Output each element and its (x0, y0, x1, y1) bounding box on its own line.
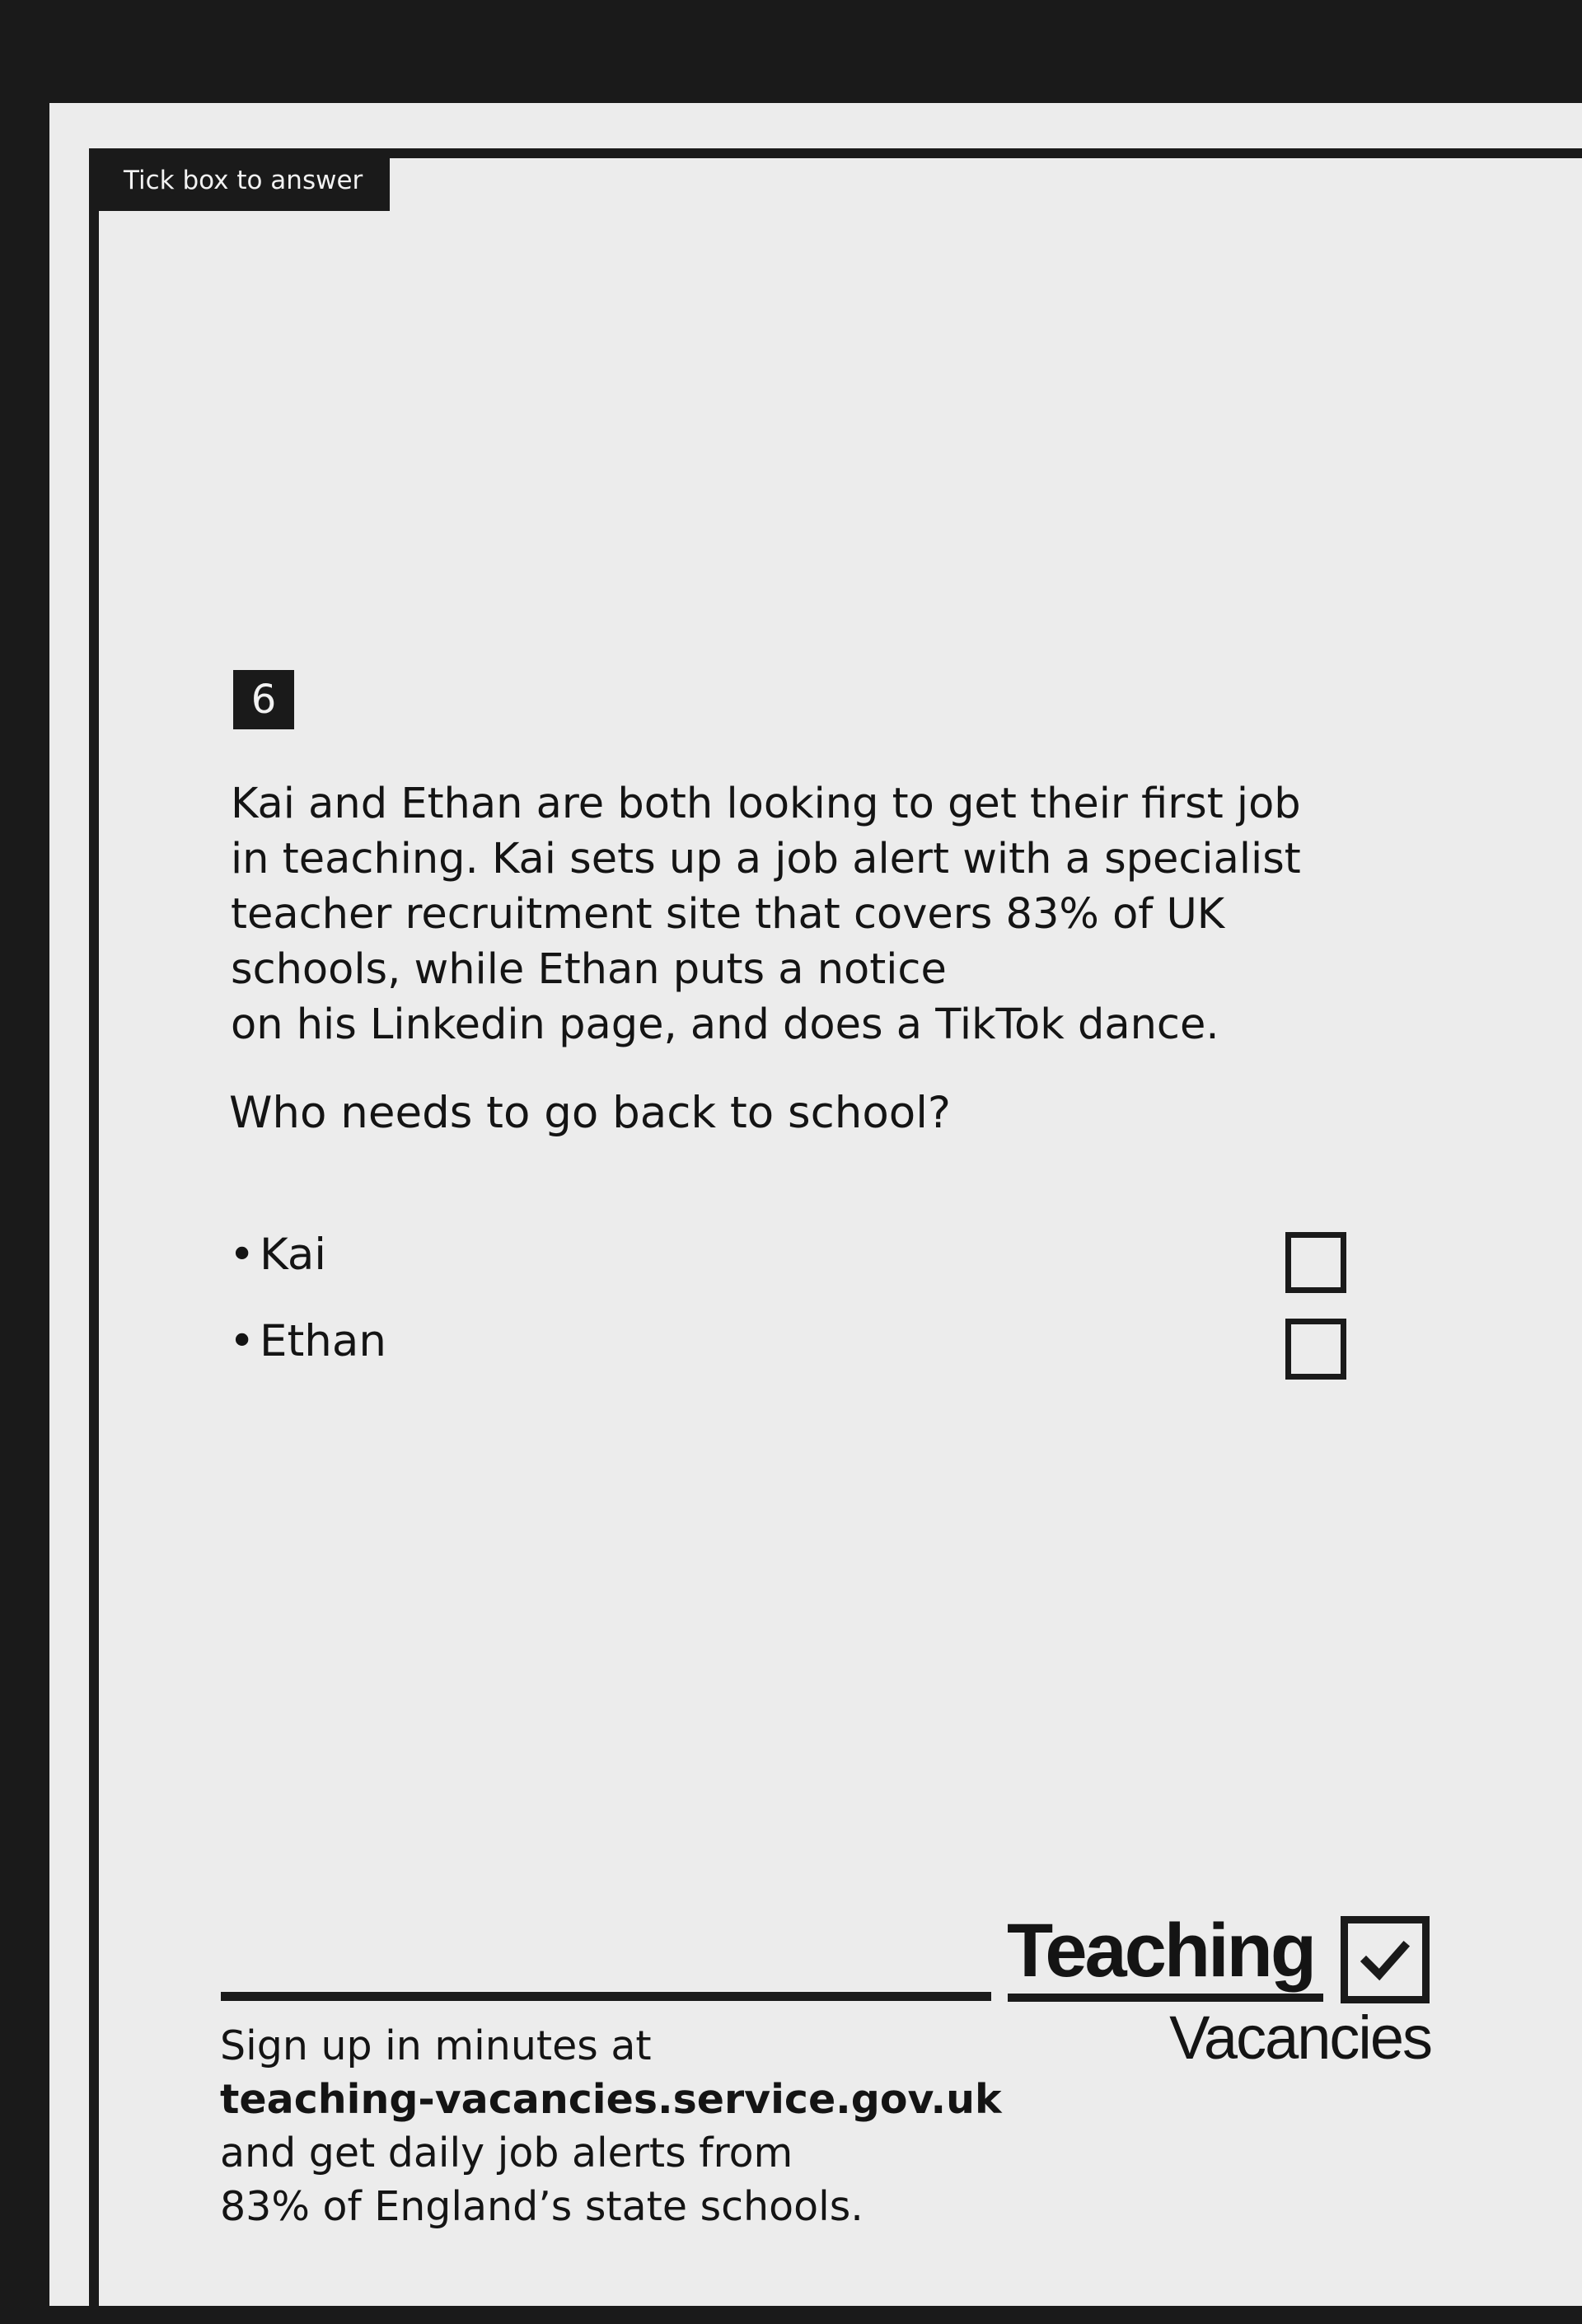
tick-box-tag: Tick box to answer (89, 150, 390, 211)
option-label: Kai (260, 1230, 327, 1280)
question-number: 6 (233, 670, 294, 729)
logo-underline (1008, 1994, 1323, 2002)
checkbox-kai[interactable] (1285, 1232, 1346, 1293)
option-ethan (229, 1313, 386, 1371)
question-prompt: Who needs to go back to school? (229, 1088, 952, 1138)
question-text (231, 776, 1368, 1052)
checkbox-tick-icon (1341, 1916, 1430, 2003)
question-line: on his Linkedin page, and does a TikTok dance. (231, 1000, 1219, 1049)
question-line: in teaching. Kai sets up a job alert with a specialist (231, 835, 1301, 883)
signup-text (220, 2019, 1002, 2233)
question-line: Kai and Ethan are both looking to get their first job (231, 780, 1301, 828)
question-line: schools, while Ethan puts a notice (231, 945, 947, 994)
logo-word: Teaching (1007, 1909, 1315, 1993)
bullet: • (229, 1230, 255, 1280)
checkbox-ethan[interactable] (1285, 1319, 1346, 1380)
signup-url: teaching-vacancies.service.gov.uk (220, 2076, 1002, 2123)
signup-line: Sign up in minutes at (220, 2022, 652, 2069)
bullet: • (229, 1316, 255, 1366)
option-label: Ethan (260, 1316, 386, 1366)
footer-rule (221, 1992, 991, 2001)
logo-subword: Vacancies (1169, 2003, 1431, 2072)
signup-line: 83% of England’s state schools. (220, 2183, 864, 2230)
signup-line: and get daily job alerts from (220, 2130, 793, 2176)
option-kai (229, 1226, 326, 1284)
question-line: teacher recruitment site that covers 83% of UK (231, 890, 1225, 939)
teaching-vacancies-logo (1005, 1908, 1434, 2073)
